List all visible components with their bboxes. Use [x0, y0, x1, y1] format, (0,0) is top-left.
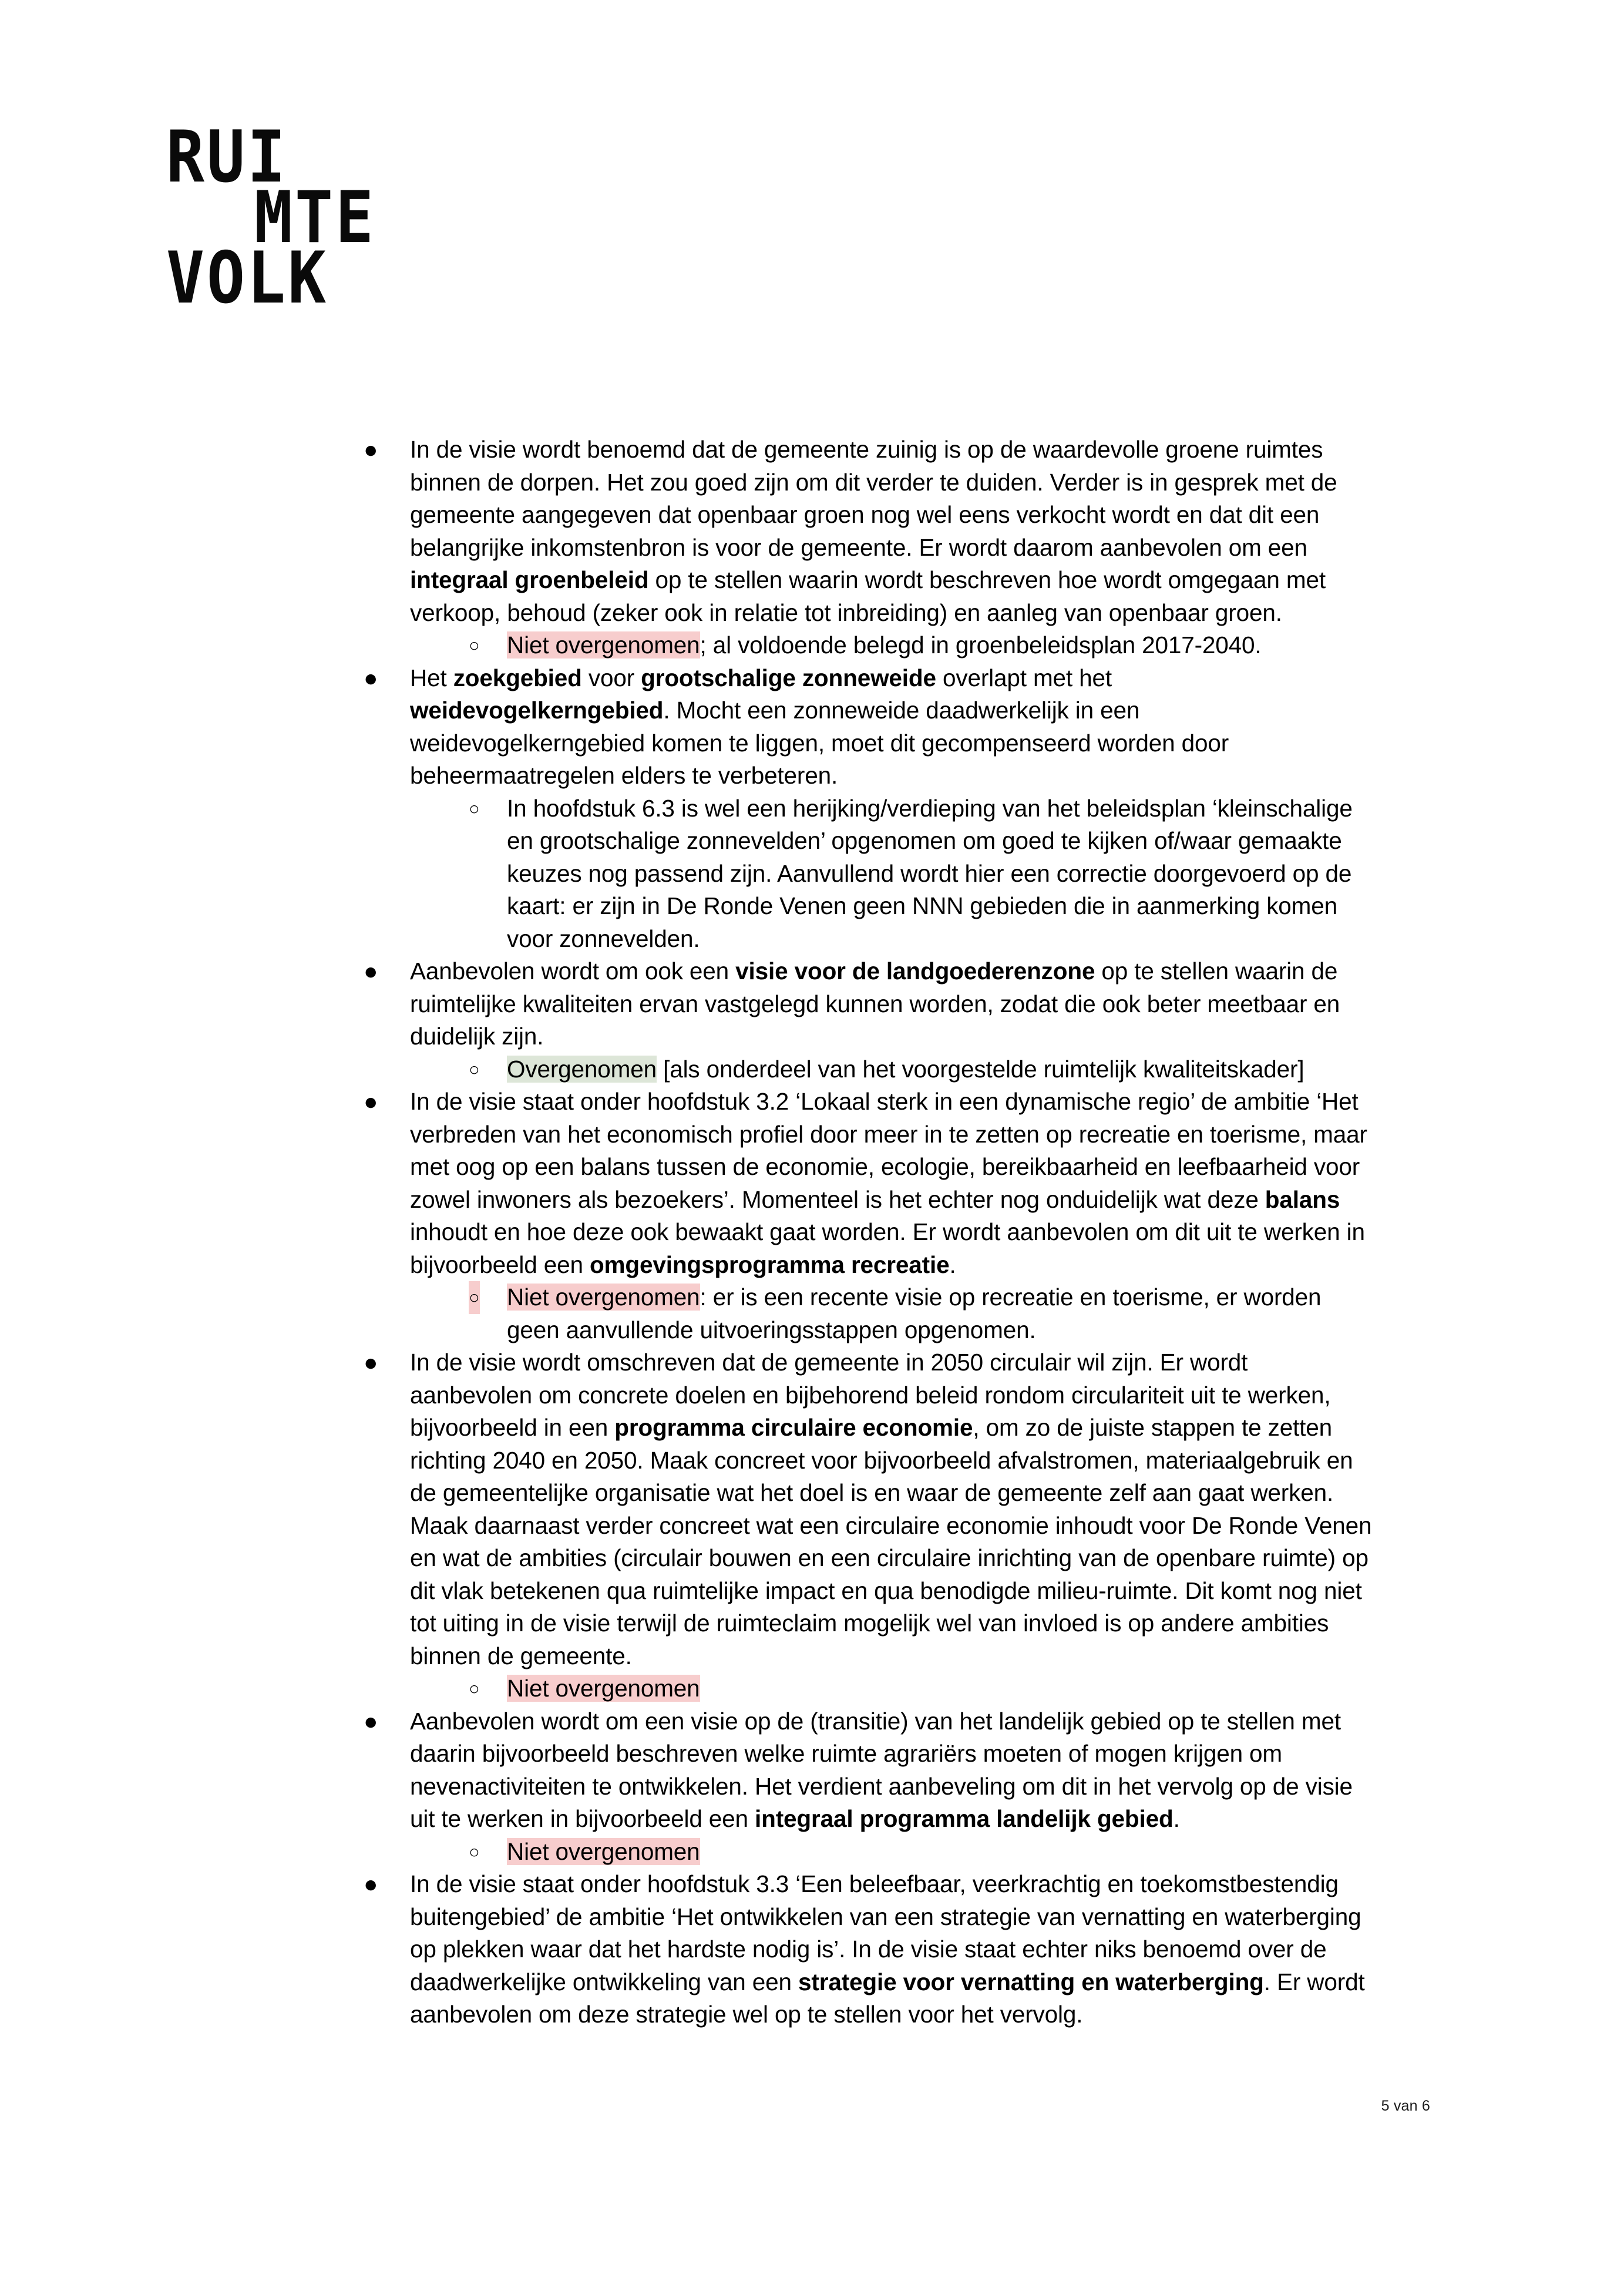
status-highlight: Niet overgenomen — [507, 631, 700, 658]
recommendation-text — [410, 436, 1337, 626]
body-text: Het — [410, 664, 453, 691]
body-text: voor — [581, 664, 641, 691]
emphasis-text: zoekgebied — [453, 664, 582, 691]
sub-bullet-marker-icon: ○ — [469, 1678, 480, 1699]
response-list — [410, 1836, 1374, 1869]
response-list — [410, 792, 1374, 956]
emphasis-text: balans — [1265, 1185, 1340, 1213]
response-list — [410, 1672, 1374, 1705]
body-text: . Er wordt aanbevolen om deze strategie wel op te stellen voor het vervolg. — [410, 1968, 1365, 2028]
bullet-marker-icon: ● — [364, 436, 378, 463]
recommendation-item — [352, 1346, 1374, 1705]
response-list — [410, 1281, 1374, 1346]
bullet-marker-icon: ● — [364, 1870, 378, 1897]
response-item — [410, 1836, 1374, 1869]
sub-bullet-marker-icon: ○ — [469, 1059, 480, 1080]
body-text: overlapt met het — [936, 664, 1112, 691]
bullet-marker-icon: ● — [364, 1088, 378, 1115]
body-text: Aanbevolen wordt om ook een — [410, 957, 736, 985]
response-text — [507, 1675, 700, 1702]
logo-line-3: VOLK — [166, 237, 329, 320]
recommendation-text — [410, 1349, 1371, 1669]
body-text: ; al voldoende belegd in groenbeleidsplan 2017-2040. — [700, 631, 1262, 658]
response-list — [410, 1053, 1374, 1086]
body-text: In de visie staat onder hoofdstuk 3.2 ‘Lokaal sterk in een dynamische regio’ de ambitie ‘Het verbreden van het economisch profiel door meer in te zetten op recreatie en toerisme, maar met oog op een balans tussen de economie, ecologie, bereikbaarheid en leefbaarheid voor zowel inwoners als bezoekers’. Momenteel is het echter nog onduidelijk wat deze — [410, 1088, 1367, 1213]
document-body — [352, 434, 1374, 2031]
body-text: . — [949, 1251, 956, 1278]
page-number: 5 van 6 — [1381, 2098, 1430, 2114]
emphasis-text: visie voor de landgoederenzone — [735, 957, 1095, 985]
body-text: . — [1173, 1805, 1180, 1832]
recommendation-text — [410, 1088, 1367, 1278]
recommendation-text — [410, 1870, 1365, 2028]
response-item — [410, 629, 1374, 662]
emphasis-text: integraal groenbeleid — [410, 566, 649, 593]
recommendation-item — [352, 1705, 1374, 1869]
body-text: inhoudt en hoe deze ook bewaakt gaat worden. Er wordt aanbevolen om dit uit te werken in bijvoorbeeld een — [410, 1218, 1365, 1278]
emphasis-text: grootschalige zonneweide — [641, 664, 936, 691]
bullet-marker-icon: ● — [364, 1707, 378, 1735]
recommendation-item — [352, 662, 1374, 956]
recommendation-item — [352, 434, 1374, 662]
response-item — [410, 792, 1374, 956]
recommendation-list — [352, 434, 1374, 2031]
status-highlight: Niet overgenomen — [507, 1675, 700, 1702]
status-highlight: Overgenomen — [507, 1055, 657, 1083]
status-highlight: Niet overgenomen — [507, 1284, 700, 1311]
recommendation-item — [352, 955, 1374, 1086]
response-item — [410, 1672, 1374, 1705]
recommendation-text — [410, 1708, 1353, 1833]
response-text — [507, 795, 1353, 952]
body-text: op te stellen waarin de ruimtelijke kwaliteiten ervan vastgelegd kunnen worden, zodat die ook beter meetbaar en duidelijk zijn. — [410, 957, 1340, 1050]
sub-bullet-marker-icon: ○ — [469, 635, 480, 656]
recommendation-text — [410, 957, 1340, 1050]
emphasis-text: integraal programma landelijk gebied — [755, 1805, 1174, 1832]
emphasis-text: omgevingsprogramma recreatie — [589, 1251, 950, 1278]
recommendation-item — [352, 1868, 1374, 2031]
emphasis-text: strategie voor vernatting en waterberging — [798, 1968, 1264, 1995]
recommendation-item — [352, 1086, 1374, 1346]
body-text: In de visie wordt benoemd dat de gemeente zuinig is op de waardevolle groene ruimtes binnen de dorpen. Het zou goed zijn om dit verder te duiden. Verder is in gesprek met de gemeente aangegeven dat openbaar groen nog wel eens verkocht wordt en dat dit een belangrijke inkomstenbron is voor de gemeente. Er wordt daarom aanbevolen om een — [410, 436, 1337, 561]
bullet-marker-icon: ● — [364, 1349, 378, 1376]
response-item — [410, 1281, 1374, 1346]
body-text: op te stellen waarin wordt beschreven hoe wordt omgegaan met verkoop, behoud (zeker ook in relatie tot inbreiding) en aanleg van openbaar groen. — [410, 566, 1326, 626]
body-text: In hoofdstuk 6.3 is wel een herijking/verdieping van het beleidsplan ‘kleinschalige en grootschalige zonnevelden’ opgenomen om goed te kijken of/waar gemaakte keuzes nog passend zijn. Aanvullend wordt hier een correctie doorgevoerd op de kaart: er zijn in De Ronde Venen geen NNN gebieden die in aanmerking komen voor zonnevelden. — [507, 794, 1353, 952]
body-text: Aanbevolen wordt om een visie op de (transitie) van het landelijk gebied op te stellen met daarin bijvoorbeeld beschreven welke ruimte agrariërs moeten of mogen krijgen om nevenactiviteiten te ontwikkelen. Het verdient aanbeveling om dit in het vervolg op de visie uit te werken in bijvoorbeeld een — [410, 1707, 1353, 1832]
body-text: : er is een recente visie op recreatie en toerisme, er worden geen aanvullende uitvoeringsstappen opgenomen. — [507, 1284, 1322, 1343]
response-text — [507, 631, 1262, 658]
response-list — [410, 629, 1374, 662]
logo-line-2: MTE — [254, 177, 376, 260]
logo-line-1: RUI — [166, 116, 288, 199]
status-highlight: Niet overgenomen — [507, 1837, 700, 1865]
sub-bullet-marker-icon: ○ — [469, 1281, 480, 1314]
response-text — [507, 1284, 1321, 1343]
body-text: In de visie wordt omschreven dat de gemeente in 2050 circulair wil zijn. Er wordt aanbevolen om concrete doelen en bijbehorend beleid rondom circulariteit uit te werken, bijvoorbeeld in een — [410, 1349, 1331, 1441]
ruimtevolk-logo — [166, 116, 577, 320]
body-text: [als onderdeel van het voorgestelde ruimtelijk kwaliteitskader] — [657, 1055, 1304, 1083]
body-text: , om zo de juiste stappen te zetten richting 2040 en 2050. Maak concreet voor bijvoorbeeld afvalstromen, materiaalgebruik en de gemeentelijke organisatie wat het doel is en waar de gemeente zelf aan gaat werken. Maak daarnaast verder concreet wat een circulaire economie inhoudt voor De Ronde Venen en wat de ambities (circulair bouwen en een circulaire inrichting van de openbare ruimte) op dit vlak betekenen qua ruimtelijke impact en qua benodigde milieu-ruimte. Dit komt nog niet tot uiting in de visie terwijl de ruimteclaim mogelijk wel van invloed is op andere ambities binnen de gemeente. — [410, 1414, 1372, 1669]
body-text: In de visie staat onder hoofdstuk 3.3 ‘Een beleefbaar, veerkrachtig en toekomstbestendig buitengebied’ de ambitie ‘Het ontwikkelen van een strategie van vernatting en waterberging op plekken waar dat het hardste nodig is’. In de visie staat echter niks benoemd over de daadwerkelijke ontwikkeling van een — [410, 1870, 1361, 1995]
response-item — [410, 1053, 1374, 1086]
response-text — [507, 1056, 1304, 1083]
bullet-marker-icon: ● — [364, 664, 378, 691]
response-text — [507, 1838, 700, 1865]
emphasis-text: weidevogelkerngebied — [410, 697, 664, 724]
body-text: . Mocht een zonneweide daadwerkelijk in een weidevogelkerngebied komen te liggen, moet dit gecompenseerd worden door beheermaatregelen elders te verbeteren. — [410, 697, 1229, 789]
sub-bullet-marker-icon: ○ — [469, 798, 480, 819]
emphasis-text: programma circulaire economie — [614, 1414, 973, 1441]
sub-bullet-marker-icon: ○ — [469, 1841, 480, 1862]
recommendation-text — [410, 664, 1229, 789]
bullet-marker-icon: ● — [364, 957, 378, 985]
